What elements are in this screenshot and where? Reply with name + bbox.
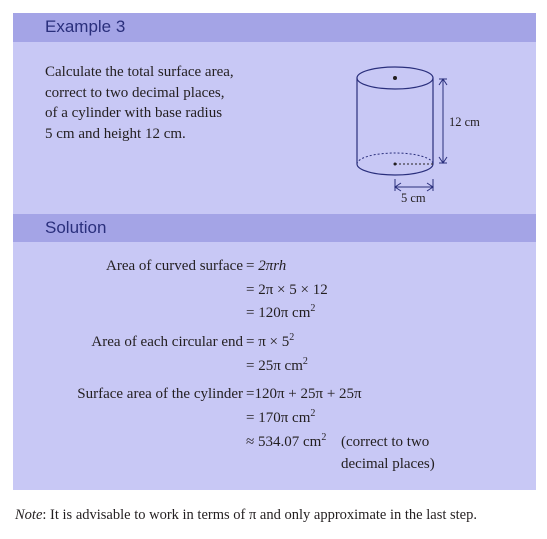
rounding-note-line-2: decimal places) [341,456,435,472]
example-heading: Example 3 [45,17,126,36]
total-step-3: ≈ 534.07 $cm^2$ [246,432,327,450]
curved-surface-label: Area of curved surface [106,258,243,274]
total-step-2: = 170π $cm^2$ [246,408,316,426]
solution-heading: Solution [45,218,107,237]
cylinder-figure [353,66,480,206]
cylinder-bottom-back [357,153,433,164]
radius-label: 5 cm [401,191,426,205]
question-text [45,62,234,144]
rounding-note-line-1: (correct to two [341,434,430,450]
curved-step-3: = 120π $cm^2$ [246,303,316,321]
question-line: 5 cm and height 12 cm. [45,125,186,142]
curved-step-1: = 2πrh [246,258,287,274]
question-line: Calculate the total surface area, [45,64,234,80]
solution-header-bar [13,214,536,242]
total-surface-label: Surface area of the cylinder [77,386,243,402]
example-header-bar [13,13,536,42]
circular-end-label: Area of each circular end [91,334,243,350]
cylinder-bottom-center [394,163,397,166]
footnote [15,507,477,524]
question-line: correct to two decimal places, [45,84,225,101]
cylinder-bottom-front [357,164,433,175]
example-box [13,13,536,490]
cylinder-diagram [353,66,463,201]
curved-step-2: = 2π × 5 × 12 [246,282,328,298]
question-line: of a cylinder with base radius [45,105,223,121]
end-step-1: = $\pi \times 5^2$ [246,332,295,350]
note-text: : It is advisable to work in terms of π and only approximate in the last step. [42,507,477,523]
note-label: Note [15,507,43,523]
cylinder-top-center [393,76,397,80]
total-step-1: =120π + 25π + 25π [246,386,362,402]
end-step-2: = 25π $cm^2$ [246,356,308,374]
height-label: 12 cm [449,115,480,129]
